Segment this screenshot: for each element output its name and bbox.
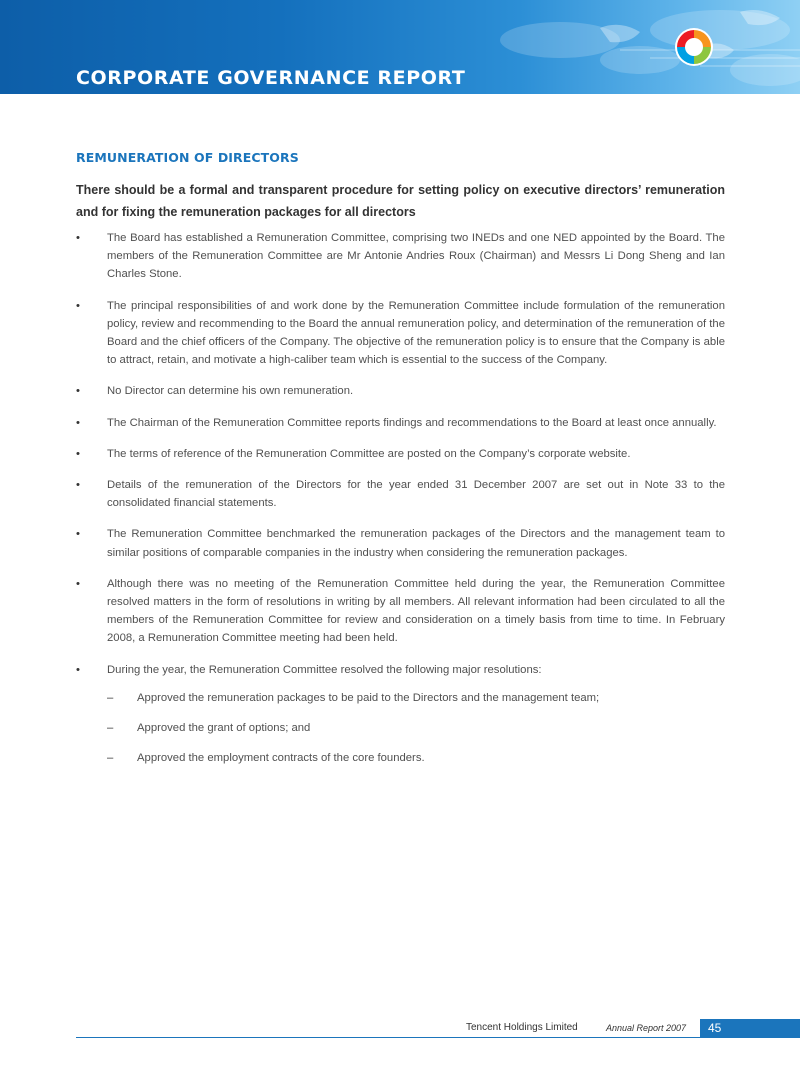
list-item-text: Details of the remuneration of the Directors for the year ended 31 December 2007 are set out in Note 33 to the consolidated financial statements. xyxy=(107,479,725,510)
sub-list-item xyxy=(107,749,725,767)
sub-list-item-text: Approved the remuneration packages to be paid to the Directors and the management team; xyxy=(137,691,600,704)
list-item-text: The terms of reference of the Remuneration Committee are posted on the Company’s corporate website. xyxy=(107,447,631,460)
sub-list-item-text: Approved the employment contracts of the core founders. xyxy=(137,752,425,765)
main-content xyxy=(76,150,725,780)
list-item-text: The principal responsibilities of and work done by the Remuneration Committee include formulation of the remuneration policy, review and recommending to the Board the annual remuneration policy, and determination of the remuneration of the Board and the chief officers of the Company. The objective of the remuneration policy is to ensure that the Company is able to attract, retain, and motivate a high-caliber team which is essential to the success of the Company. xyxy=(107,299,725,367)
list-item-text: The Chairman of the Remuneration Committee reports findings and recommendations to the Board at least once annually. xyxy=(107,416,717,429)
list-item xyxy=(76,575,725,648)
list-item xyxy=(76,525,725,561)
list-item xyxy=(76,414,725,432)
list-item-text: During the year, the Remuneration Committee resolved the following major resolutions: xyxy=(107,663,542,676)
sub-list-item-text: Approved the grant of options; and xyxy=(137,722,311,735)
dash-mark: – xyxy=(107,722,114,735)
bullet-mark: • xyxy=(76,447,80,460)
list-item-text: No Director can determine his own remuneration. xyxy=(107,385,354,398)
list-item xyxy=(76,382,725,400)
bullet-mark: • xyxy=(76,528,80,541)
list-item xyxy=(76,445,725,463)
section-heading: REMUNERATION OF DIRECTORS xyxy=(76,150,299,165)
sub-bullet-list xyxy=(107,689,725,768)
bullet-list xyxy=(76,229,725,767)
list-item-text: The Remuneration Committee benchmarked the remuneration packages of the Directors and the management team to similar positions of comparable companies in the industry when considering the remuneration packages. xyxy=(107,528,725,559)
footer-divider xyxy=(76,1037,800,1038)
list-item xyxy=(76,476,725,512)
dash-mark: – xyxy=(107,691,114,704)
sub-list-item xyxy=(107,689,725,707)
page-number: 45 xyxy=(708,1021,722,1035)
bullet-mark: • xyxy=(76,663,80,676)
dash-mark: – xyxy=(107,752,114,765)
list-item-text: Although there was no meeting of the Remuneration Committee held during the year, the Remuneration Committee resolved matters in the form of resolutions in writing by all members. All relevant information had been circulated to all the members of the Remuneration Committee for review and consideration on a timely basis from time to time. In February 2008, a Remuneration Committee meeting had been held. xyxy=(107,577,725,645)
principle-statement: There should be a formal and transparent procedure for setting policy on executive directors’ remuneration and for fixing the remuneration packages for all directors xyxy=(76,183,725,219)
list-item xyxy=(76,297,725,370)
company-logo-icon xyxy=(673,26,715,68)
bullet-mark: • xyxy=(76,479,80,492)
bullet-mark: • xyxy=(76,232,80,244)
list-item xyxy=(76,661,725,768)
bullet-mark: • xyxy=(76,385,80,398)
list-item-text: The Board has established a Remuneration Committee, comprising two INEDs and one NED appointed by the Board. The members of the Remuneration Committee are Mr Antonie Andries Roux (Chairman) and Messrs Li Dong Sheng and Ian Charles Stone. xyxy=(107,232,725,281)
sub-list-item xyxy=(107,719,725,737)
bullet-mark: • xyxy=(76,416,80,429)
bullet-mark: • xyxy=(76,577,80,590)
bullet-mark: • xyxy=(76,299,80,312)
list-item xyxy=(76,229,725,284)
header-banner xyxy=(0,0,800,94)
page-title: CORPORATE GOVERNANCE REPORT xyxy=(76,67,466,89)
footer-report-name: Annual Report 2007 xyxy=(606,1023,687,1033)
footer-company-name: Tencent Holdings Limited xyxy=(466,1022,578,1033)
